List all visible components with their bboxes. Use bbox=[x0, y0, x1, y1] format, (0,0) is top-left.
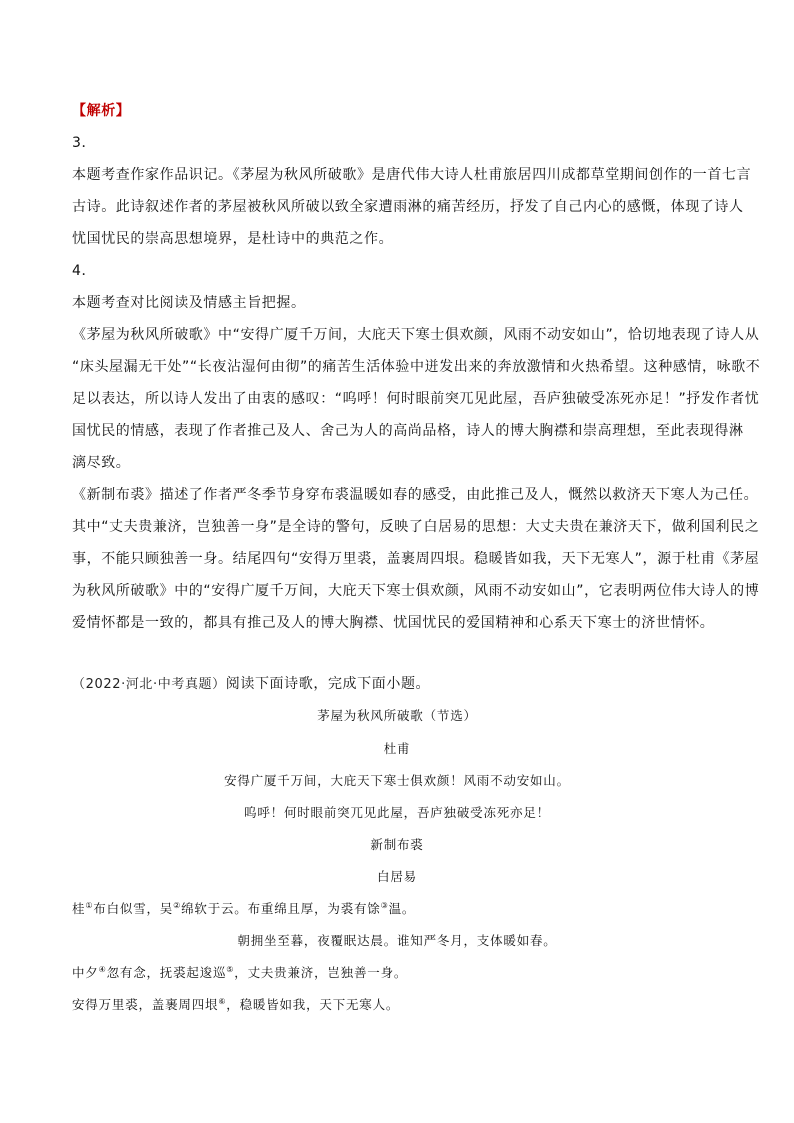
q3-line-2: 古诗。此诗叙述作者的茅屋被秋风所破以致全家遭雨淋的痛苦经历，抒发了自己内心的感慨，体现了诗人 bbox=[72, 199, 744, 215]
poem2-line-1-part-c: 绵软于云。布重绵且厚，为裘有馀 bbox=[181, 901, 381, 916]
q4-line-7: 《新制布裘》描述了作者严冬季节身穿布裘温暖如春的感受，由此推己及人，慨然以救济天下寒人为己任。 bbox=[72, 487, 759, 503]
question-intro bbox=[72, 674, 430, 695]
poem2-title: 新制布裘 bbox=[370, 837, 424, 852]
q4-line-3: “床头屋漏无干处”“长夜沾湿何由彻”的痛苦生活体验中迸发出来的奔放激情和火热希望。这种感情，咏歌不 bbox=[72, 359, 761, 375]
poem1-line-2: 呜呼！何时眼前突兀见此屋，吾庐独破受冻死亦足！ bbox=[244, 805, 550, 820]
footnote-mark-1: ① bbox=[85, 901, 94, 910]
q3-line-3: 忧国忧民的崇高思想境界，是杜诗中的典范之作。 bbox=[72, 231, 394, 247]
poem2-line-3-part-a: 中夕 bbox=[72, 965, 99, 980]
q3-line-1: 本题考查作家作品识记。《茅屋为秋风所破歌》是唐代伟大诗人杜甫旅居四川成都草堂期间创作的一首七言 bbox=[72, 167, 752, 183]
poem2-line-2: 朝拥坐至暮，夜覆眠达晨。谁知严冬月，支体暖如春。 bbox=[237, 933, 557, 948]
poem2-line-3 bbox=[72, 963, 407, 983]
footnote-mark-6: ⑥ bbox=[218, 997, 227, 1006]
poem1-title: 茅屋为秋风所破歌（节选） bbox=[317, 708, 477, 723]
question-source: （2022·河北·中考真题） bbox=[72, 677, 226, 692]
q4-line-1: 本题考查对比阅读及情感主旨把握。 bbox=[72, 295, 306, 311]
q4-line-2: 《茅屋为秋风所破歌》中“安得广厦千万间，大庇天下寒士俱欢颜，风雨不动安如山”，恰切地表现了诗人从 bbox=[72, 327, 760, 343]
q4-number: 4． bbox=[72, 263, 97, 279]
q4-line-4: 足以表达，所以诗人发出了由衷的感叹：“呜呼！何时眼前突兀见此屋，吾庐独破受冻死亦足！”抒发作者忧 bbox=[72, 391, 760, 407]
poem2-line-1-part-a: 桂 bbox=[72, 901, 86, 916]
poem2-line-1-part-d: 温。 bbox=[388, 901, 416, 916]
poem2-line-3-part-b: 忽有念，抚裘起逡巡 bbox=[106, 965, 227, 980]
poem2-line-4-part-b: ，稳暖皆如我，天下无寒人。 bbox=[226, 997, 400, 1012]
poem2-line-3-part-c: ，丈夫贵兼济，岂独善一身。 bbox=[234, 965, 408, 980]
analysis-header: 【解析】 bbox=[72, 103, 131, 119]
q4-line-11: 爱情怀都是一致的，都具有推己及人的博大胸襟、忧国忧民的爱国精神和心系天下寒士的济世情怀。 bbox=[72, 615, 715, 631]
q4-line-9: 事，不能只顾独善一身。结尾四句“安得万里裘，盖裹周四垠。稳暖皆如我，天下无寒人”，源于杜甫《茅屋 bbox=[72, 551, 760, 567]
poem2-line-4-part-a: 安得万里裘，盖裹周四垠 bbox=[72, 997, 219, 1012]
footnote-mark-3: ③ bbox=[380, 901, 389, 910]
footnote-mark-5: ⑤ bbox=[226, 965, 235, 974]
poem2-line-1-part-b: 布白似雪，吴 bbox=[93, 901, 174, 916]
poem2-author: 白居易 bbox=[377, 869, 417, 884]
q3-number: 3． bbox=[72, 135, 97, 151]
poem2-line-1 bbox=[72, 899, 415, 919]
poem1-line-1: 安得广厦千万间，大庇天下寒士俱欢颜！风雨不动安如山。 bbox=[224, 773, 570, 788]
poem1-author: 杜甫 bbox=[383, 741, 411, 756]
poem2-line-4 bbox=[72, 995, 399, 1015]
q4-line-5: 国忧民的情感，表现了作者推己及人、舍己为人的高尚品格，诗人的博大胸襟和崇高理想，至此表现得淋 bbox=[72, 423, 744, 439]
question-instruction: 阅读下面诗歌，完成下面小题。 bbox=[225, 676, 431, 692]
footnote-mark-4: ④ bbox=[98, 965, 107, 974]
footnote-mark-2: ② bbox=[173, 901, 182, 910]
q4-line-8: 其中“丈夫贵兼济，岂独善一身”是全诗的警句，反映了白居易的思想：大丈夫贵在兼济天下，做利国利民之 bbox=[72, 519, 760, 535]
q4-line-6: 漓尽致。 bbox=[72, 455, 131, 471]
q4-line-10: 为秋风所破歌》中的“安得广厦千万间，大庇天下寒士俱欢颜，风雨不动安如山”，它表明两位伟大诗人的博 bbox=[72, 583, 760, 599]
